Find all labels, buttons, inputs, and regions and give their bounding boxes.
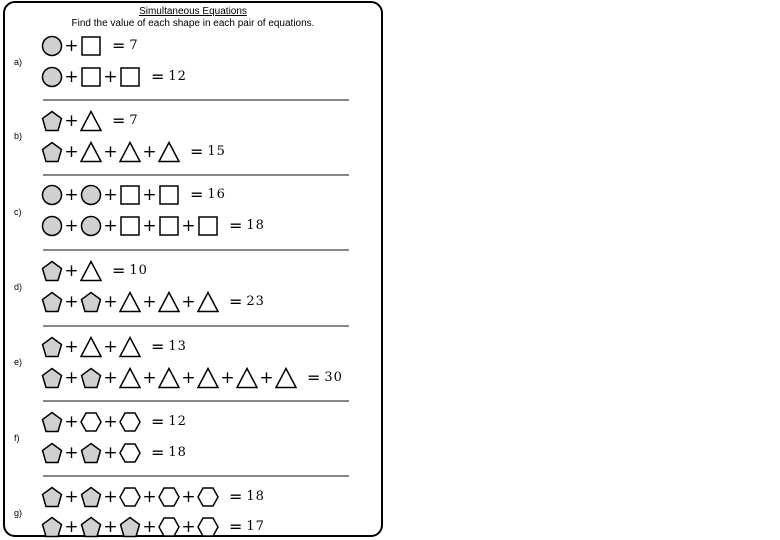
- equation-f-1: [41, 411, 187, 433]
- equation-total: 15: [207, 144, 226, 159]
- triangle-icon: [80, 110, 102, 132]
- equation-total: 18: [246, 489, 265, 504]
- plus-sign: +: [142, 292, 157, 312]
- plus-sign: +: [142, 487, 157, 507]
- plus-sign: +: [64, 487, 79, 507]
- plus-sign: +: [103, 368, 118, 388]
- pentagon-icon: [41, 442, 63, 464]
- triangle-icon: [158, 141, 180, 163]
- plus-sign: +: [103, 185, 118, 205]
- plus-sign: +: [103, 216, 118, 236]
- equals-sign: =: [307, 368, 321, 387]
- equation-total: 16: [207, 187, 226, 202]
- plus-sign: +: [181, 517, 196, 537]
- triangle-icon: [119, 336, 141, 358]
- hexagon-icon: [158, 486, 180, 508]
- divider: [43, 475, 349, 477]
- equation-total: 18: [246, 218, 265, 233]
- pentagon-icon: [80, 291, 102, 313]
- hexagon-icon: [119, 411, 141, 433]
- pentagon-icon: [41, 336, 63, 358]
- pentagon-icon: [41, 516, 63, 538]
- equals-sign: =: [229, 292, 243, 311]
- hexagon-icon: [158, 516, 180, 538]
- plus-sign: +: [259, 368, 274, 388]
- problem-label-c: c): [14, 207, 22, 217]
- square-icon: [158, 184, 180, 206]
- plus-sign: +: [103, 443, 118, 463]
- square-icon: [80, 35, 102, 57]
- square-icon: [80, 66, 102, 88]
- triangle-icon: [80, 336, 102, 358]
- hexagon-icon: [197, 516, 219, 538]
- equation-total: 23: [246, 294, 265, 309]
- equals-sign: =: [151, 67, 165, 86]
- square-icon: [119, 184, 141, 206]
- circle-icon: [80, 215, 102, 237]
- worksheet-title: Simultaneous Equations: [139, 6, 247, 17]
- plus-sign: +: [103, 487, 118, 507]
- triangle-icon: [197, 291, 219, 313]
- plus-sign: +: [181, 292, 196, 312]
- plus-sign: +: [64, 517, 79, 537]
- plus-sign: +: [64, 67, 79, 87]
- triangle-icon: [119, 367, 141, 389]
- problem-label-e: e): [14, 357, 23, 367]
- plus-sign: +: [142, 142, 157, 162]
- triangle-icon: [80, 141, 102, 163]
- equals-sign: =: [112, 36, 126, 55]
- plus-sign: +: [64, 337, 79, 357]
- plus-sign: +: [64, 368, 79, 388]
- divider: [43, 174, 349, 176]
- plus-sign: +: [64, 185, 79, 205]
- square-icon: [119, 66, 141, 88]
- plus-sign: +: [142, 185, 157, 205]
- plus-sign: +: [103, 142, 118, 162]
- worksheet: [3, 1, 383, 537]
- plus-sign: +: [103, 67, 118, 87]
- equation-b-2: [41, 141, 226, 163]
- plus-sign: +: [103, 292, 118, 312]
- plus-sign: +: [64, 292, 79, 312]
- square-icon: [197, 215, 219, 237]
- problem-label-b: b): [14, 131, 23, 141]
- hexagon-icon: [80, 411, 102, 433]
- equals-sign: =: [229, 517, 243, 536]
- pentagon-icon: [119, 516, 141, 538]
- square-icon: [119, 215, 141, 237]
- equals-sign: =: [151, 412, 165, 431]
- triangle-icon: [119, 291, 141, 313]
- pentagon-icon: [41, 260, 63, 282]
- equals-sign: =: [190, 185, 204, 204]
- equation-g-2: [41, 516, 265, 538]
- equation-a-2: [41, 66, 187, 88]
- plus-sign: +: [142, 216, 157, 236]
- plus-sign: +: [181, 487, 196, 507]
- plus-sign: +: [64, 142, 79, 162]
- problem-label-g: g): [14, 508, 23, 518]
- plus-sign: +: [181, 368, 196, 388]
- circle-icon: [41, 35, 63, 57]
- plus-sign: +: [220, 368, 235, 388]
- triangle-icon: [197, 367, 219, 389]
- pentagon-icon: [41, 486, 63, 508]
- problem-label-d: d): [14, 282, 23, 292]
- pentagon-icon: [80, 367, 102, 389]
- equals-sign: =: [229, 487, 243, 506]
- equation-total: 10: [129, 263, 148, 278]
- divider: [43, 325, 349, 327]
- plus-sign: +: [103, 517, 118, 537]
- equals-sign: =: [151, 337, 165, 356]
- pentagon-icon: [41, 291, 63, 313]
- equation-total: 12: [168, 69, 187, 84]
- equation-c-2: [41, 215, 265, 237]
- plus-sign: +: [64, 443, 79, 463]
- equation-total: 7: [129, 38, 139, 53]
- equation-e-2: [41, 367, 343, 389]
- circle-icon: [41, 184, 63, 206]
- divider: [43, 99, 349, 101]
- equation-g-1: [41, 486, 265, 508]
- pentagon-icon: [80, 442, 102, 464]
- equals-sign: =: [112, 261, 126, 280]
- equation-total: 12: [168, 414, 187, 429]
- plus-sign: +: [64, 36, 79, 56]
- equation-e-1: [41, 336, 187, 358]
- divider: [43, 400, 349, 402]
- triangle-icon: [275, 367, 297, 389]
- plus-sign: +: [64, 216, 79, 236]
- triangle-icon: [80, 260, 102, 282]
- equation-b-1: [41, 110, 139, 132]
- equation-a-1: [41, 35, 139, 57]
- plus-sign: +: [103, 412, 118, 432]
- plus-sign: +: [142, 368, 157, 388]
- equation-total: 13: [168, 339, 187, 354]
- hexagon-icon: [197, 486, 219, 508]
- plus-sign: +: [64, 111, 79, 131]
- triangle-icon: [236, 367, 258, 389]
- hexagon-icon: [119, 442, 141, 464]
- pentagon-icon: [80, 516, 102, 538]
- plus-sign: +: [64, 412, 79, 432]
- equation-total: 17: [246, 519, 265, 534]
- equation-total: 18: [168, 445, 187, 460]
- equation-d-2: [41, 291, 265, 313]
- hexagon-icon: [119, 486, 141, 508]
- pentagon-icon: [41, 141, 63, 163]
- triangle-icon: [158, 367, 180, 389]
- pentagon-icon: [41, 411, 63, 433]
- equation-c-1: [41, 184, 226, 206]
- pentagon-icon: [80, 486, 102, 508]
- plus-sign: +: [181, 216, 196, 236]
- circle-icon: [41, 66, 63, 88]
- circle-icon: [80, 184, 102, 206]
- triangle-icon: [119, 141, 141, 163]
- circle-icon: [41, 215, 63, 237]
- equals-sign: =: [112, 111, 126, 130]
- plus-sign: +: [64, 261, 79, 281]
- plus-sign: +: [142, 517, 157, 537]
- triangle-icon: [158, 291, 180, 313]
- equation-total: 7: [129, 113, 139, 128]
- worksheet-instructions: Find the value of each shape in each pair of equations.: [71, 18, 315, 29]
- pentagon-icon: [41, 367, 63, 389]
- divider: [43, 249, 349, 251]
- problem-label-f: f): [14, 433, 20, 443]
- equals-sign: =: [151, 443, 165, 462]
- equals-sign: =: [229, 216, 243, 235]
- problem-label-a: a): [14, 57, 23, 67]
- equals-sign: =: [190, 142, 204, 161]
- square-icon: [158, 215, 180, 237]
- equation-d-1: [41, 260, 148, 282]
- plus-sign: +: [103, 337, 118, 357]
- equation-f-2: [41, 442, 187, 464]
- equation-total: 30: [324, 370, 343, 385]
- pentagon-icon: [41, 110, 63, 132]
